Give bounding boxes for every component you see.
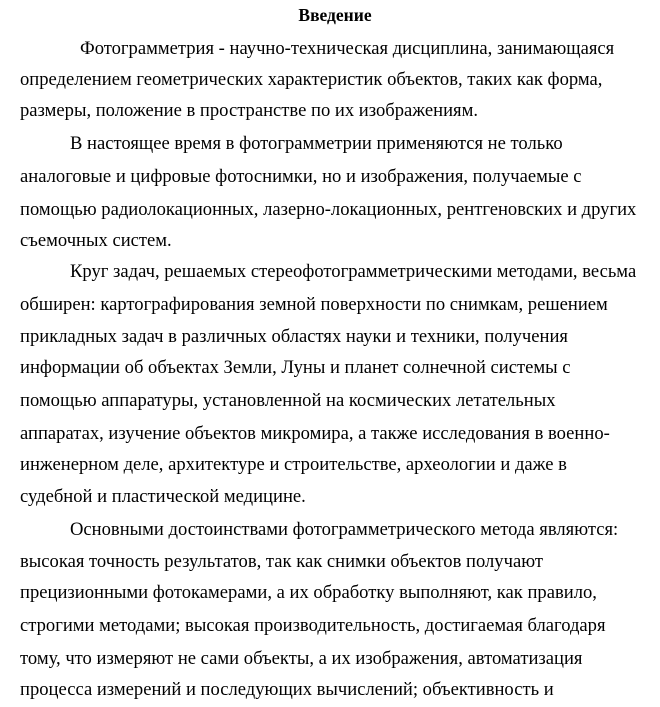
paragraph-3-line-5: помощью аппаратуры, установленной на космических летательных bbox=[20, 390, 556, 411]
paragraph-3-line-4: информации об объектах Земли, Луны и планет солнечной системы с bbox=[20, 357, 571, 378]
paragraph-4-line-3: прецизионными фотокамерами, а их обработку выполняют, как правило, bbox=[20, 582, 597, 603]
paragraph-3-line-7: инженерном деле, архитектуре и строительстве, археологии и даже в bbox=[20, 454, 567, 475]
paragraph-2-line-3: помощью радиолокационных, лазерно-локационных, рентгеновских и других bbox=[20, 199, 637, 220]
paragraph-4-line-2: высокая точность результатов, так как снимки объектов получают bbox=[20, 551, 543, 572]
document-title: Введение bbox=[298, 5, 372, 25]
paragraph-1-line-2: определением геометрических характеристик объектов, таких как форма, bbox=[20, 69, 603, 90]
paragraph-3-line-8: судебной и пластической медицине. bbox=[20, 486, 306, 507]
paragraph-2-line-4: съемочных систем. bbox=[20, 230, 172, 251]
paragraph-3-line-2: обширен: картографирования земной поверхности по снимкам, решением bbox=[20, 294, 608, 315]
paragraph-3-line-6: аппаратах, изучение объектов микромира, а также исследования в военно- bbox=[20, 423, 610, 444]
paragraph-2-line-1: В настоящее время в фотограмметрии применяются не только bbox=[70, 133, 563, 154]
paragraph-4-line-4: строгими методами; высокая производительность, достигаемая благодаря bbox=[20, 615, 606, 636]
paragraph-3-line-1: Круг задач, решаемых стереофотограмметрическими методами, весьма bbox=[70, 261, 637, 282]
paragraph-4-line-5: тому, что измеряют не сами объекты, а их изображения, автоматизация bbox=[20, 648, 583, 669]
paragraph-1-line-1: Фотограмметрия - научно-техническая дисциплина, занимающаяся bbox=[80, 38, 615, 59]
paragraph-1-line-3: размеры, положение в пространстве по их изображениям. bbox=[20, 100, 479, 121]
paragraph-3-line-3: прикладных задач в различных областях науки и техники, получения bbox=[20, 326, 568, 347]
paragraph-4-line-6: процесса измерений и последующих вычислений; объективность и bbox=[20, 679, 554, 700]
paragraph-4-line-1: Основными достоинствами фотограмметрического метода являются: bbox=[70, 519, 619, 540]
paragraph-2-line-2: аналоговые и цифровые фотоснимки, но и изображения, получаемые с bbox=[20, 166, 582, 187]
